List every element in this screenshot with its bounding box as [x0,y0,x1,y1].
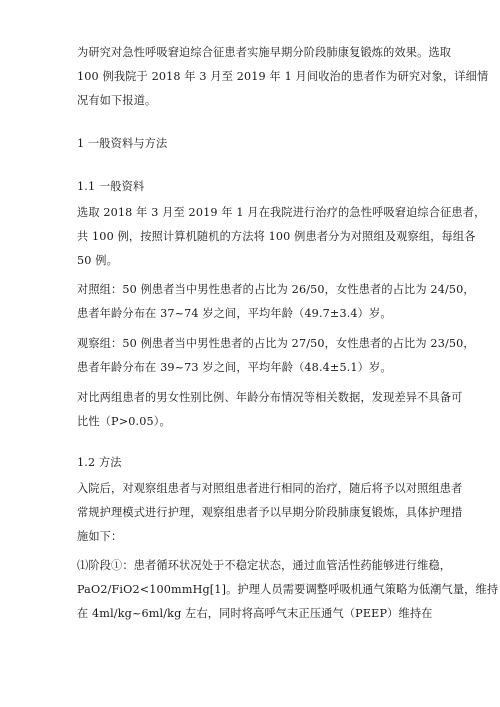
subsection-heading-methods: 1.2 方法 [77,456,122,469]
paragraph-methods-line-1: 入院后，对观察组患者与对照组患者进行相同的治疗，随后将予以对照组患者 [77,482,463,495]
paragraph-selection-line-3: 50 例。 [77,254,118,267]
paragraph-stage-one-line-2: PaO2/FiO2<100mmHg[1]。护理人员需要调整呼吸机通气策略为低潮气量，维持 [77,583,499,596]
paragraph-methods-line-2: 常规护理模式进行护理，观察组患者予以早期分阶段肺康复锻炼，具体护理措 [77,506,463,519]
paragraph-comparison-line-1: 对比两组患者的男女性别比例、年龄分布情况等相关数据，发现差异不具备可 [77,391,463,404]
paragraph-observation-group-line-2: 患者年龄分布在 39~73 岁之间，平均年龄（48.4±5.1）岁。 [77,361,392,374]
section-heading-general-info-methods: 1 一般资料与方法 [77,137,168,150]
paragraph-methods-line-3: 施如下： [77,530,123,543]
paragraph-intro-line-2: 100 例我院于 2018 年 3 月至 2019 年 1 月间收治的患者作为研究对象，详细情 [77,70,489,83]
paragraph-control-group-line-1: 对照组：50 例患者当中男性患者的占比为 26/50，女性患者的占比为 24/50， [77,283,475,296]
paragraph-observation-group-line-1: 观察组：50 例患者当中男性患者的占比为 27/50，女性患者的占比为 23/50， [77,337,475,350]
paragraph-intro-line-3: 况有如下报道。 [77,94,157,107]
paragraph-selection-line-2: 共 100 例，按照计算机随机的方法将 100 例患者分为对照组及观察组，每组各 [77,230,476,243]
paragraph-selection-line-1: 选取 2018 年 3 月至 2019 年 1 月在我院进行治疗的急性呼吸窘迫综合征患者， [77,206,486,219]
paragraph-control-group-line-2: 患者年龄分布在 37~74 岁之间，平均年龄（49.7±3.4）岁。 [77,307,392,320]
subsection-heading-general-info: 1.1 一般资料 [77,180,145,193]
paragraph-intro-line-1: 为研究对急性呼吸窘迫综合征患者实施早期分阶段肺康复锻炼的效果。选取 [77,46,452,59]
paragraph-stage-one-line-1: ⑴阶段①：患者循环状况处于不稳定状态，通过血管活性药能够进行维稳， [77,559,452,572]
paragraph-comparison-line-2: 比性（P>0.05）。 [77,415,171,428]
paragraph-stage-one-line-3: 在 4ml/kg~6ml/kg 左右，同时将高呼气末正压通气（PEEP）维持在 [77,607,433,620]
